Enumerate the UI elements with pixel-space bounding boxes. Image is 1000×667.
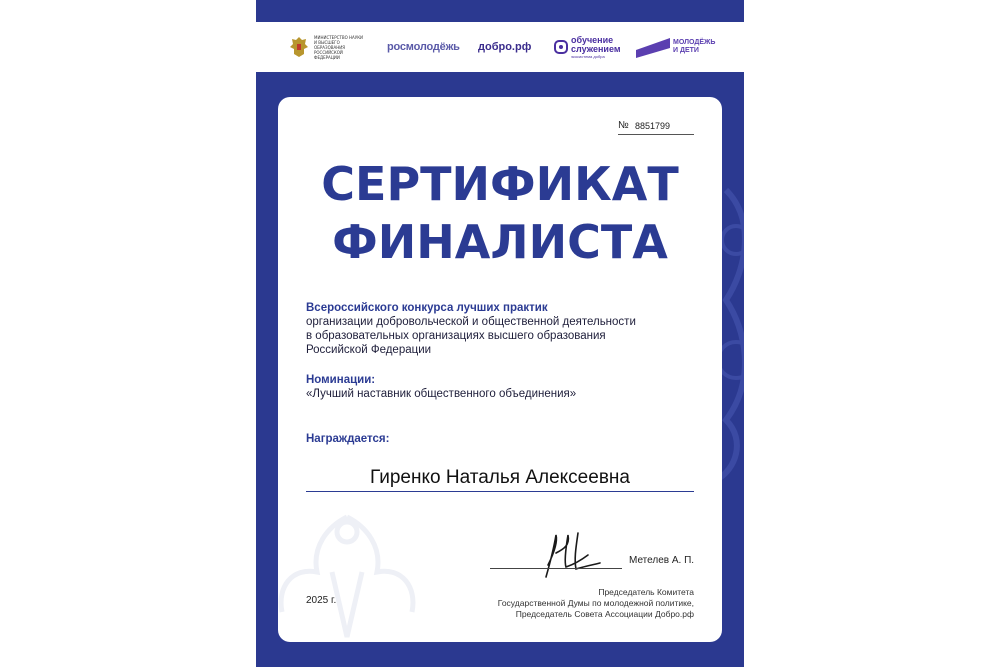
awarded-label: Награждается: [306, 433, 390, 445]
coat-of-arms-icon [288, 35, 310, 59]
signer-position-line-2: Государственной Думы по молодежной политике, [497, 598, 694, 608]
signature-line [490, 568, 622, 569]
contest-line-3: Российской Федерации [306, 344, 432, 356]
certificate-page [256, 0, 744, 667]
emblem-watermark-left [278, 497, 422, 642]
contest-line-2: в образовательных организациях высшего образования [306, 330, 606, 342]
signer-name: Метелев А. П. [629, 555, 695, 566]
recipient-name: Гиренко Наталья Алексеевна [370, 467, 630, 488]
rosmolodezh-text: росмолодёжь [387, 41, 460, 53]
certificate-year: 2025 г. [306, 595, 337, 606]
signer-position-line-1: Председатель Комитета [598, 587, 694, 597]
ministry-logo [288, 22, 366, 72]
title-line-2: ФИНАЛИСТА [332, 215, 668, 269]
signer-position-line-3: Председатель Совета Ассоциации Добро.рф [515, 609, 694, 619]
contest-heading: Всероссийского конкурса лучших практик [306, 302, 548, 314]
contest-description [306, 301, 706, 357]
obuchenie-subtext: экосистема добра [571, 53, 605, 59]
rosmolodezh-logo [387, 22, 460, 72]
nomination-block [306, 373, 706, 401]
number-sign: № [618, 120, 629, 131]
nomination-value: «Лучший наставник общественного объединения» [306, 388, 577, 400]
dobro-logo [478, 22, 531, 72]
obuchenie-text: обучение служением [571, 34, 621, 54]
obuchenie-logo [554, 22, 635, 72]
movement-text: МОЛОДЁЖЬ И ДЕТИ [673, 39, 716, 54]
signer-position [458, 587, 694, 620]
dobro-text: добро.рф [478, 41, 532, 53]
ministry-name: МИНИСТЕРСТВО НАУКИ И ВЫСШЕГО ОБРАЗОВАНИЯ РОССИЙСКОЙ ФЕДЕРАЦИИ [314, 34, 364, 60]
certificate-number-field [618, 120, 694, 135]
certificate-number: 8851799 [635, 121, 671, 131]
movement-logo [636, 22, 721, 72]
signature-image [508, 525, 618, 585]
nomination-heading: Номинации: [306, 374, 376, 386]
partner-logos-bar [256, 22, 744, 72]
title-line-1: СЕРТИФИКАТ [321, 157, 679, 211]
recipient-field [306, 467, 694, 492]
obuchenie-icon [554, 40, 568, 54]
contest-line-1: организации добровольческой и общественной деятельности [306, 316, 636, 328]
movement-flag-icon [636, 36, 670, 58]
certificate-card [278, 97, 722, 642]
